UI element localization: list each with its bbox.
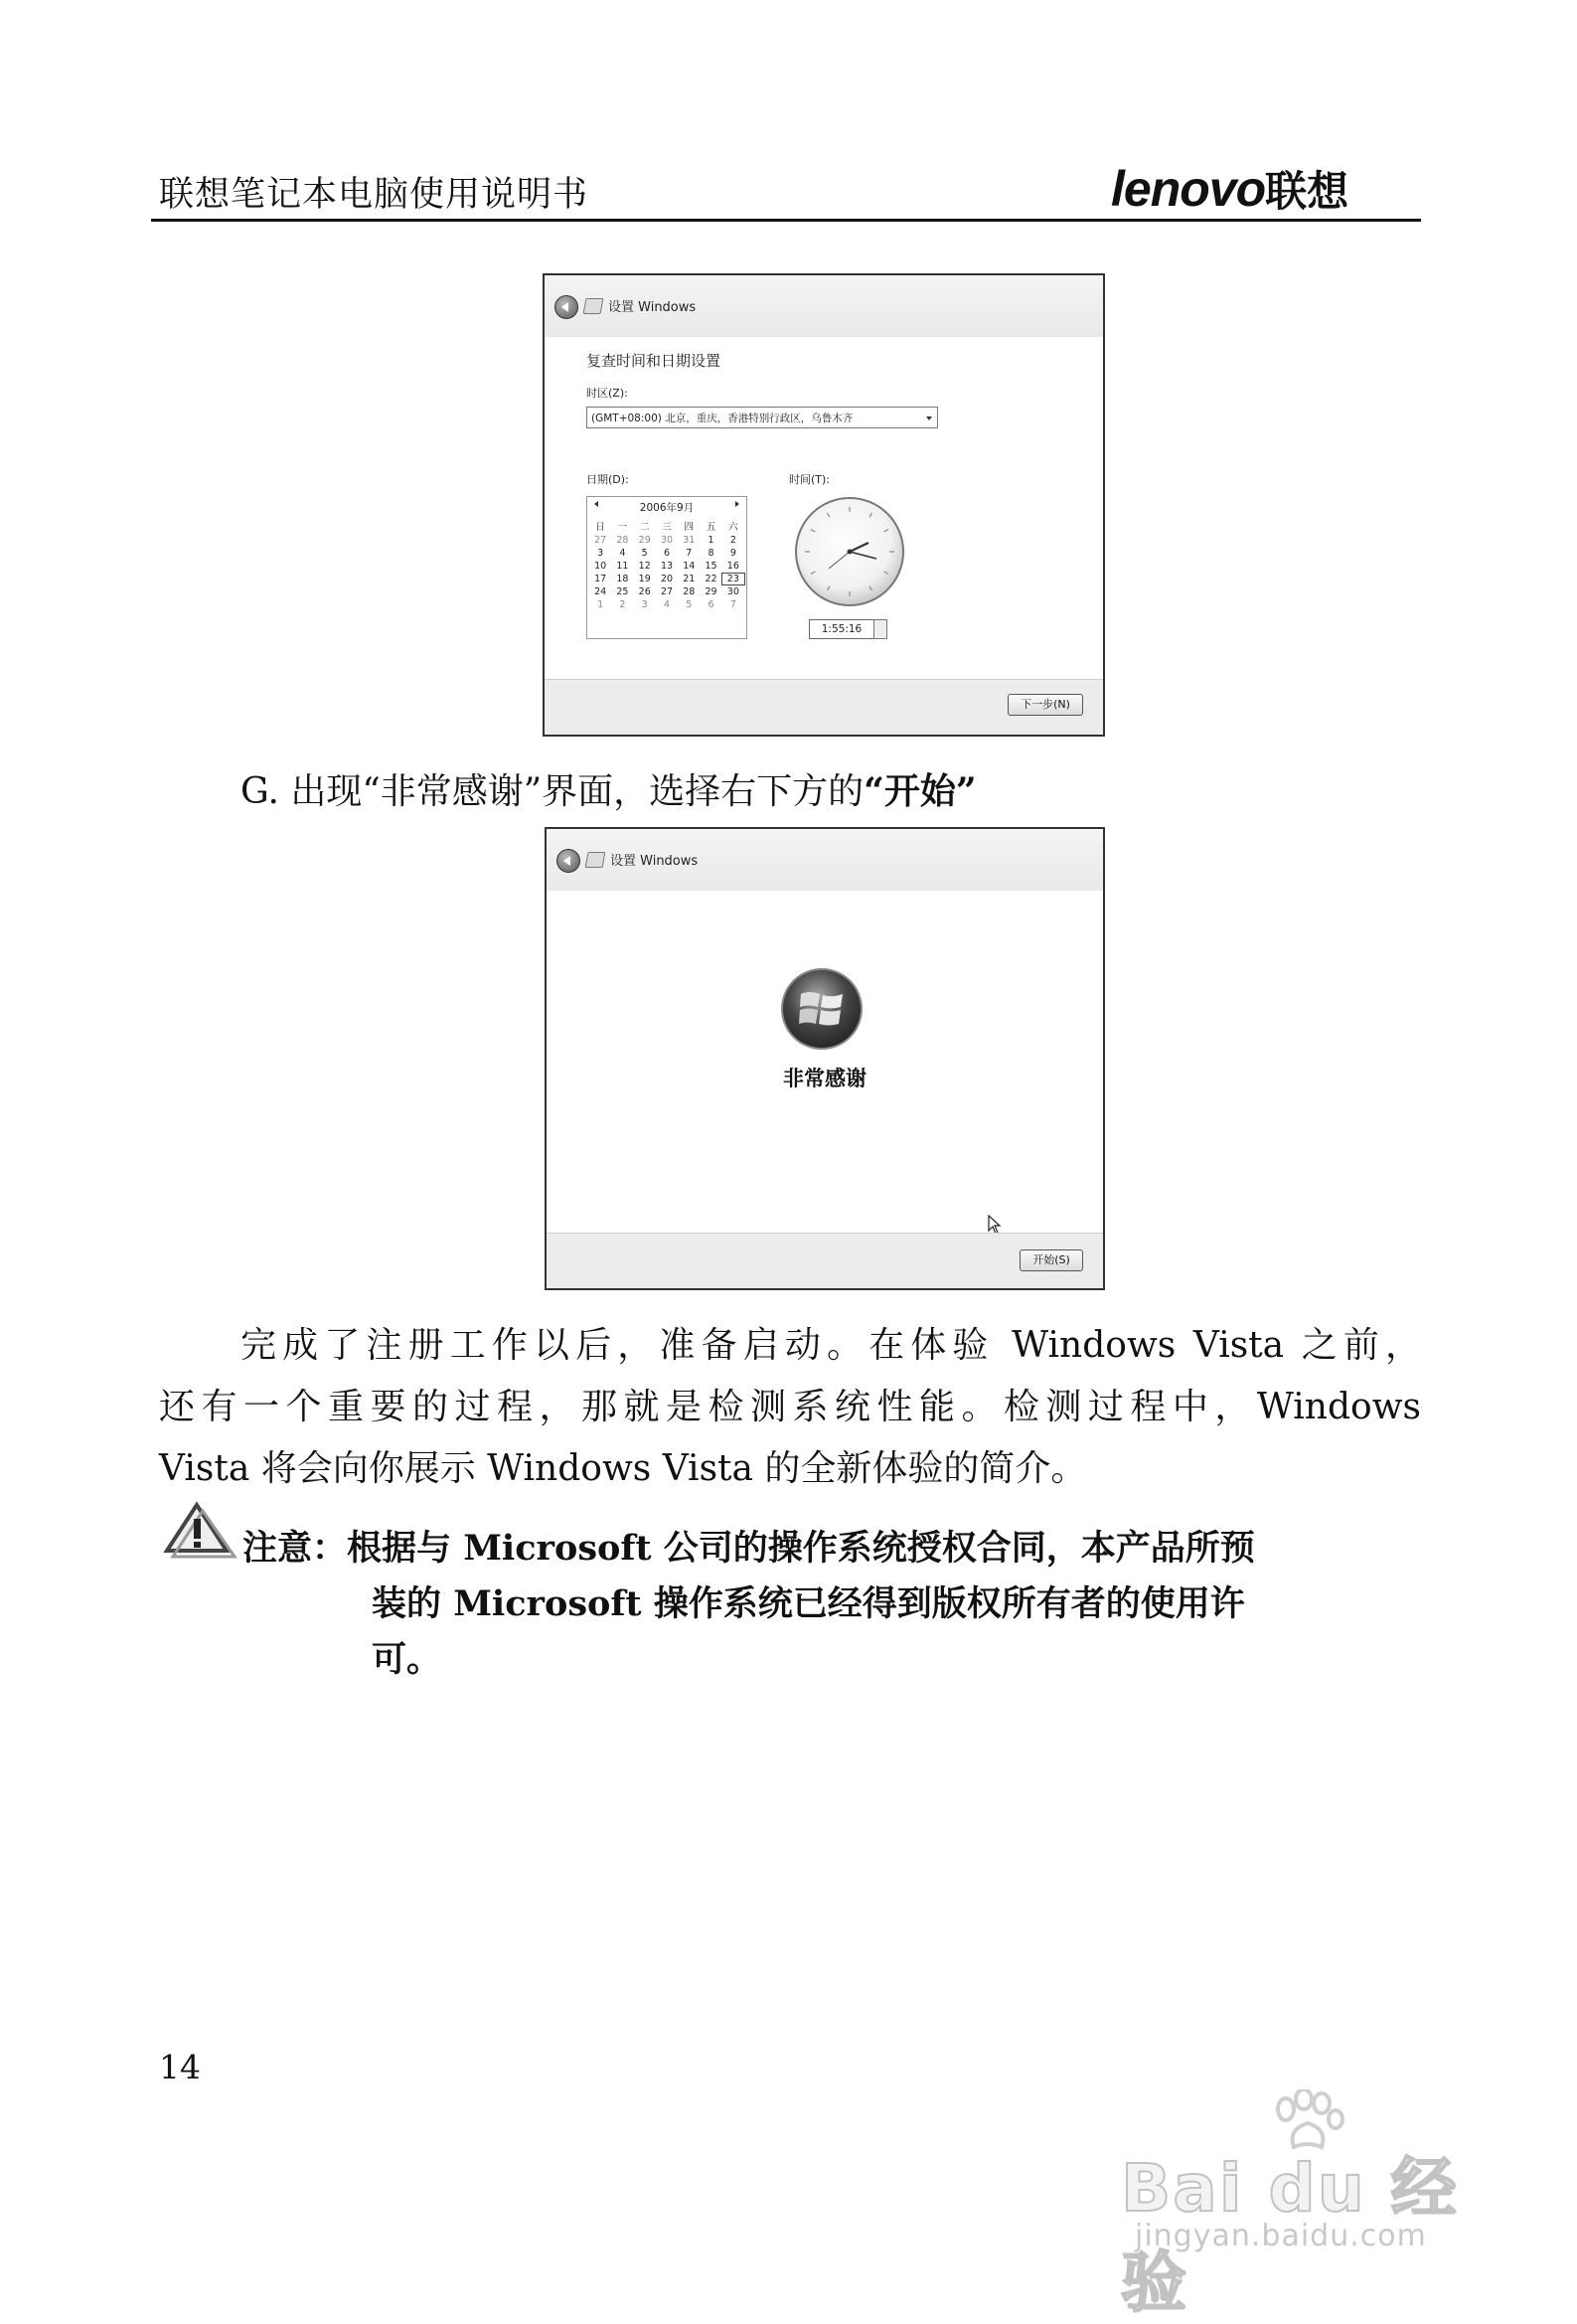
calendar-day[interactable]: 30 [726,586,739,597]
calendar-day[interactable]: 20 [660,574,674,584]
calendar-weekday: 六 [728,522,738,533]
note-line-1 [242,1521,1255,1571]
calendar-day[interactable]: 5 [686,599,693,610]
thanks-text: 非常感谢 [783,1067,867,1090]
window-icon [585,852,606,868]
page-heading: 复查时间和日期设置 [586,352,721,370]
calendar-day[interactable]: 7 [729,599,736,610]
calendar-month: 2006年9月 [639,502,695,514]
calendar-day[interactable]: 27 [594,535,607,546]
baidu-watermark [1121,2089,1489,2321]
calendar-day[interactable]: 3 [641,599,648,610]
calendar-day[interactable]: 14 [683,561,696,572]
calendar-weekday: 二 [639,522,650,533]
calendar-weekday: 三 [662,522,672,533]
back-arrow-icon[interactable] [556,849,580,873]
calendar-grid [589,519,744,610]
header-rule [151,219,1421,222]
calendar-day[interactable]: 31 [683,535,696,546]
time-spinner[interactable] [873,619,887,639]
calendar-day[interactable]: 3 [597,548,604,559]
logo-cn: 联想 [1265,168,1349,215]
note-text: 公司的操作系统授权合同，本产品所预 [651,1529,1255,1569]
calendar-day[interactable]: 28 [616,535,629,546]
timezone-label: 时区(Z): [586,387,628,400]
note-line-3: 可。 [372,1640,442,1680]
chevron-down-icon [926,416,932,420]
window-title: 设置 Windows [610,854,699,869]
time-label: 时间(T): [789,473,831,486]
calendar[interactable] [586,496,747,639]
watermark-main: Bai du 经验 [1121,2150,1459,2321]
back-arrow-icon[interactable] [554,295,578,319]
calendar-weekday: 一 [617,522,628,533]
paragraph-line-1: 完成了注册工作以后，准备启动。在体验 Windows Vista 之前， [240,1325,1421,1366]
timezone-select[interactable] [586,407,938,428]
calendar-day[interactable]: 7 [686,548,693,559]
warning-icon [159,1501,238,1559]
calendar-weekday: 五 [706,522,716,533]
body-paragraph [159,1315,1421,1500]
window-footer [547,1233,1103,1288]
calendar-day[interactable]: 11 [616,561,629,572]
calendar-day[interactable]: 27 [660,586,674,597]
calendar-day[interactable]: 1 [597,599,604,610]
calendar-day[interactable]: 1 [708,535,714,546]
window-titlebar [547,829,1103,891]
window-icon [583,298,604,314]
screenshot-time-date-settings [543,273,1105,737]
instruction-g-text: G. 出现“非常感谢”界面，选择右下方的 [240,771,865,812]
calendar-day[interactable]: 18 [616,574,629,584]
calendar-day[interactable]: 22 [705,574,717,584]
header-title: 联想笔记本电脑使用说明书 [159,175,589,215]
timezone-value: (GMT+08:00) 北京，重庆，香港特别行政区，乌鲁木齐 [591,413,854,424]
calendar-day[interactable]: 12 [638,561,651,572]
page-number: 14 [159,2048,201,2086]
mouse-cursor-icon [988,1215,1002,1235]
note-brand: Microsoft [453,1583,642,1624]
calendar-day[interactable]: 24 [594,586,607,597]
start-button[interactable]: 开始(S) [1020,1249,1083,1271]
paragraph-line-3: Vista 将会向你展示 Windows Vista 的全新体验的简介。 [159,1448,1087,1489]
calendar-day[interactable]: 16 [726,561,739,572]
time-input[interactable]: 1:55:16 [809,619,874,639]
calendar-day[interactable]: 26 [638,586,651,597]
calendar-day[interactable]: 4 [619,548,626,559]
note-text: 操作系统已经得到版权所有者的使用许 [641,1584,1245,1624]
calendar-day[interactable]: 8 [708,548,714,559]
calendar-day[interactable]: 6 [708,599,714,610]
calendar-day[interactable]: 25 [616,586,629,597]
chevron-right-icon[interactable] [735,501,739,507]
next-button[interactable]: 下一步(N) [1008,694,1083,716]
instruction-g [240,763,977,814]
calendar-day[interactable]: 23 [722,574,744,584]
calendar-day[interactable]: 9 [729,548,736,559]
calendar-day[interactable]: 6 [663,548,671,559]
date-label: 日期(D): [586,473,629,486]
calendar-day[interactable]: 29 [638,535,651,546]
calendar-day[interactable]: 2 [619,599,626,610]
calendar-weekday: 四 [684,522,695,533]
note-text: 注意：根据与 [242,1529,464,1569]
calendar-day[interactable]: 28 [683,586,696,597]
screenshot-thank-you [545,827,1105,1290]
calendar-weekday: 日 [595,522,605,533]
note-line-2 [372,1577,1245,1626]
windows-logo-icon [781,968,863,1050]
calendar-day[interactable]: 10 [594,561,607,572]
window-footer [545,679,1103,735]
calendar-day[interactable]: 21 [683,574,696,584]
calendar-day[interactable]: 17 [594,574,607,584]
note-brand: Microsoft [463,1528,652,1569]
note-text: 装的 [372,1584,454,1624]
calendar-day[interactable]: 30 [660,535,674,546]
calendar-day[interactable]: 13 [660,561,674,572]
paragraph-line-2: 还有一个重要的过程，那就是检测系统性能。检测过程中，Windows [159,1387,1421,1427]
logo-text: lenovo [1111,161,1266,217]
calendar-day[interactable]: 15 [705,561,717,572]
lenovo-logo [1111,159,1348,219]
instruction-g-bold: “开始” [864,770,977,812]
watermark-sub: jingyan.baidu.com [1135,2219,1427,2253]
calendar-day[interactable]: 4 [663,599,671,610]
calendar-day[interactable]: 29 [705,586,717,597]
calendar-day[interactable]: 2 [729,535,736,546]
calendar-day[interactable]: 5 [641,548,648,559]
analog-clock [795,497,904,606]
window-titlebar [545,275,1103,337]
calendar-day[interactable]: 19 [638,574,651,584]
window-title: 设置 Windows [608,300,697,315]
